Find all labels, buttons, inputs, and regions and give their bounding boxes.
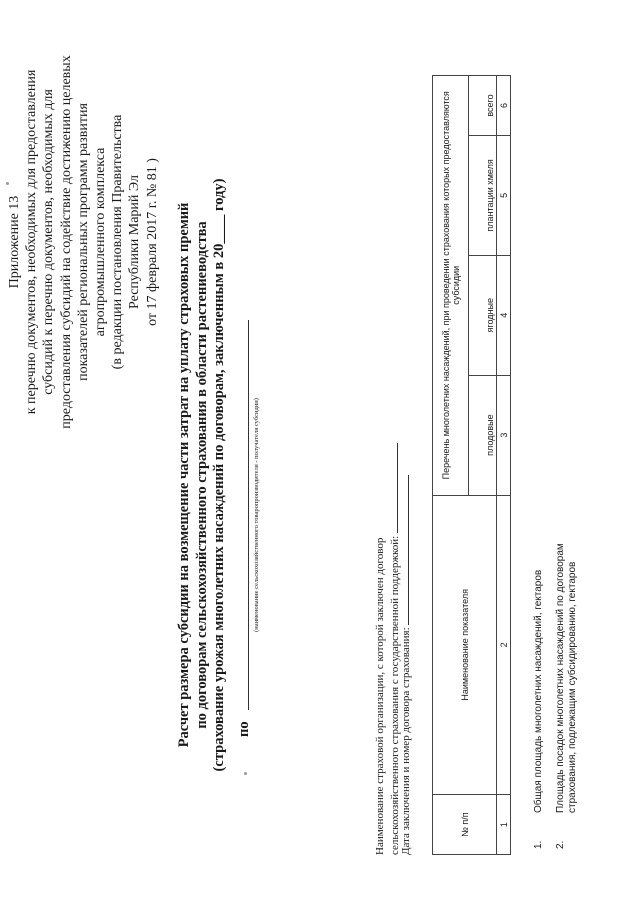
appendix-line: Республики Марий Эл [127,175,143,309]
title-line: Расчет размера субсидии на возмещение части затрат на уплату страховых премий [176,202,192,748]
indicator-rows [533,75,589,855]
indicator-row [555,75,580,855]
appendix-line: (в редакции постановления Правительства [110,114,126,370]
indicator-row [533,75,546,855]
insurer-name-line [387,443,398,533]
header-plantings-group: Перечень многолетних насаждений, при проведении страхования которых предоставляются субсидии [433,76,469,496]
appendix-header [6,27,161,457]
appendix-line: предоставления субсидий на содействие достижению целевых [58,55,74,429]
recipient-name-line [248,320,249,710]
title-line: по договорам сельскохозяйственного страхования в области растениеводства [193,221,210,729]
insurer-line-2: сельскохозяйственного страхования с государственной поддержкой: [387,295,402,855]
scan-speck [6,182,9,185]
appendix-line: показателей региональных программ развития [75,103,91,381]
contract-line [398,475,409,625]
column-number: 2 [497,495,511,795]
header-hops: плантации хмеля [469,135,497,255]
appendix-line: от 17 февраля 2017 г. № 81 ) [144,158,160,326]
header-fruit: плодовые [469,375,497,495]
row-number: 1. [533,840,544,849]
document-title [176,155,229,795]
row-text: Общая площадь многолетних насаждений, гектаров [533,569,544,813]
header-total: всего [469,76,497,136]
column-number: 3 [497,375,511,495]
appendix-line: агропромышленного комплекса [93,147,109,337]
contract-block [398,295,413,855]
title-line: (страхование урожая многолетних насаждений по договорам, заключенным в 20____ году) [211,178,227,772]
recipient-prefix: по [236,721,252,737]
scan-speck [244,772,247,775]
row-text: Площадь посадок многолетних насаждений по договорам страхования, подлежащим субсидированию, гектаров [554,543,578,813]
row-number: 2. [554,840,566,849]
recipient-caption: (наименование сельскохозяйственного товаропроизводителя - получателя субсидии) [253,398,260,632]
column-number: 4 [497,255,511,375]
appendix-line: субсидий к перечню документов, необходимых для [41,89,57,395]
column-number: 6 [497,76,511,136]
insurer-line-1: Наименование страховой организации, с которой заключен договор [374,537,386,855]
subsidy-table [432,75,511,855]
appendix-line: к перечню документов, необходимых для предоставления [24,69,40,415]
header-berry: ягодные [469,255,497,375]
header-number: № п/п [433,795,497,855]
column-number: 5 [497,135,511,255]
header-indicator: Наименование показателя [433,495,497,795]
contract-label: Дата заключения и номер договора страхования: [400,627,412,855]
column-number: 1 [497,795,511,855]
appendix-line: Приложение 13 [7,195,22,289]
